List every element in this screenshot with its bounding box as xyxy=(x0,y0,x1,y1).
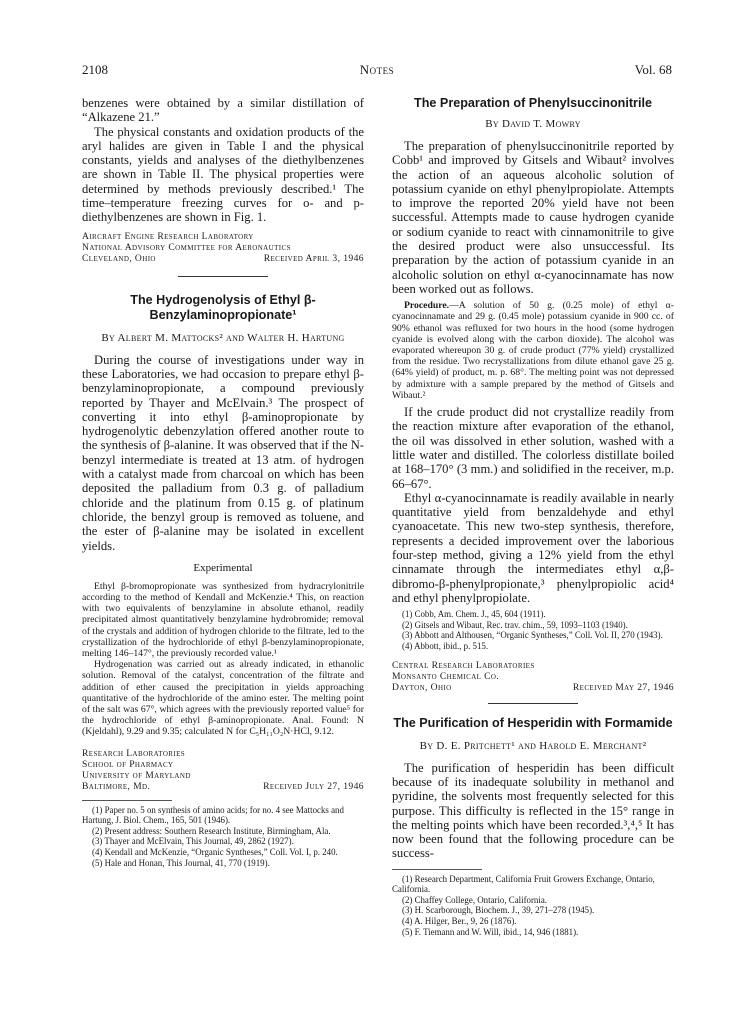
footnote: (4) A. Hilger, Ber., 9, 26 (1876). xyxy=(402,916,517,927)
affiliation-line: Monsanto Chemical Co. xyxy=(392,670,500,682)
footnote: (1) Cobb, Am. Chem. J., 45, 604 (1911). xyxy=(402,609,546,620)
footnote: (3) Thayer and McElvain, This Journal, 49, 2862 (1927). xyxy=(92,836,294,847)
footnote: (2) Gitsels and Wibaut, Rec. trav. chim., 59, 1093–1103 (1940). xyxy=(402,619,628,630)
article-paragraph: The purification of hesperidin has been difficult because of its inadequate solubility in methanol and pyridine, the solvents most frequently selected for this purpose. This difficulty is reflected in the 15° range in the melting points which have been recorded.³,⁴,⁵ It has now been found that the following procedure can be success- xyxy=(392,760,674,861)
footnotes xyxy=(82,805,364,869)
footnote: (3) H. Scarborough, Biochem. J., 39, 271–278 (1945). xyxy=(402,905,595,916)
affiliation-line: University of Maryland xyxy=(82,769,191,781)
intro-paragraph-1: benzenes were obtained by a similar distillation of “Alkazene 21.” xyxy=(82,96,364,125)
section-heading: Experimental xyxy=(193,561,253,574)
affiliation-line: School of Pharmacy xyxy=(82,758,174,770)
article-byline: By Albert M. Mattocks² and Walter H. Hartung xyxy=(101,331,345,344)
affiliation-city: Cleveland, Ohio xyxy=(82,252,156,264)
footnotes xyxy=(392,874,674,938)
affiliation-received-row xyxy=(82,781,364,792)
footnote: (1) Paper no. 5 on synthesis of amino acids; for no. 4 see Mattocks and Hartung, J. Biol. Chem., 165, 501 (1946). xyxy=(82,804,344,826)
footnotes xyxy=(392,609,674,651)
footnote: (1) Research Department, California Fruit Growers Exchange, Ontario, California. xyxy=(392,873,655,895)
footnote: (2) Chaffey College, Ontario, California. xyxy=(402,894,547,905)
experimental-paragraph: Hydrogenation was carried out as already indicated, in ethanolic solution. Removal of the catalyst, concentration of the filtrate and addition of ether caused the precipitation in yields approaching quantitative of the hydrochloride of the amino ester. The melting point of the salt was 67°, which agrees with the previously reported value⁵ for the hydrochloride of ethyl β-aminopropionate. Anal. Found: N (Kjeldahl), 9.29 and 9.35; calculated N for C₅H₁₁O₂N·HCl, 9.12. xyxy=(82,659,364,738)
affiliation-line: Aircraft Engine Research Laboratory xyxy=(82,230,254,242)
experimental-paragraph: Ethyl β-bromopropionate was synthesized from hydracrylonitrile according to the method of Kendall and McKenzie.⁴ This, on reaction with two equivalents of benzylamine in absolute ethanol, readily precipitated almost quantitatively benzylamine hydrobromide; removal of the crystals and addition of hydrogen chloride to the filtrate, led to the crystallization of the hydrochloride of ethyl β-benzylaminopropionate, melting 146–147°, the previously recorded value.¹ xyxy=(82,580,364,660)
running-head xyxy=(82,62,672,82)
left-column xyxy=(82,96,364,868)
procedure-paragraph xyxy=(392,300,674,401)
footnote: (4) Abbott, ibid., p. 515. xyxy=(402,641,489,652)
affiliation-received-row xyxy=(82,253,364,264)
article-byline: By D. E. Pritchett¹ and Harold E. Merchant² xyxy=(419,739,647,752)
footnote: (4) Kendall and McKenzie, “Organic Syntheses,” Coll. Vol. I, p. 240. xyxy=(92,847,338,858)
procedure-text: —A solution of 50 g. (0.25 mole) of ethyl α-cyanocinnamate and 29 g. (0.45 mole) potassium cyanide in 900 cc. of 90% ethanol was refluxed for two hours in the hood (some hydrogen cyanide is evolved along with the carbon dioxide). The alcohol was evaporated whereupon 30 g. of crude product (77% yield) crystallized from the residue. Two recrystallizations from dilute ethanol gave 25 g. (64% yield) of product, m. p. 68°. The melting point was not depressed by admixture with a sample prepared by the method of Gitsels and Wibaut.² xyxy=(392,300,674,401)
procedure-lead: Procedure. xyxy=(404,300,450,312)
page-number: 2108 xyxy=(82,62,108,77)
volume-label: Vol. 68 xyxy=(634,62,672,77)
section-title: Notes xyxy=(359,62,395,77)
intro-paragraph-2: The physical constants and oxidation products of the aryl halides are given in Table I and the physical constants, yields and analyses of the diethylbenzenes are shown in Table II. The physical properties were determined by methods previously described.¹ The time–temperature freezing curves for o- and p-diethylbenzenes are shown in Fig. 1. xyxy=(82,124,364,225)
article-paragraph: Ethyl α-cyanocinnamate is readily available in nearly quantitative yield from benzaldehyde and ethyl cyanoacetate. This new two-step synthesis, therefore, represents a decided improvement over the laborious four-step method, giving a 12% yield from the ethyl cinnamate through the intermediates ethyl α,β-dibromo-β-phenylpropionate,³ phenylpropiolic acid⁴ and ethyl phenylpropiolate. xyxy=(392,490,674,605)
article-paragraph: The preparation of phenylsuccinonitrile reported by Cobb¹ and improved by Gitsels and Wibaut² involves the action of an aqueous alcoholic solution of potassium cyanide on ethyl phenylpropiolate. Attempts to improve the reported 20% yield have not been successful. Attempts made to cause hydrogen cyanide or sodium cyanide to react with cinnamonitrile to give the desired product were also unsuccessful. Its preparation by the action of potassium cyanide in an alcoholic solution on ethyl α-cyanocinnamate has now been worked out as follows. xyxy=(392,139,674,296)
right-column xyxy=(392,96,674,937)
received-date: Received May 27, 1946 xyxy=(572,681,674,693)
article-paragraph: If the crude product did not crystallize readily from the reaction mixture after evaporation of the ethanol, the oil was dissolved in ether solution, washed with a little water and distilled. The colorless distillate boiled at 168–170° (3 mm.) and solidified in the receiver, m.p. 66–67°. xyxy=(392,405,674,491)
article-title: The Purification of Hesperidin with Formamide xyxy=(393,715,673,730)
article-title: The Hydrogenolysis of Ethyl β-Benzylaminopropionate¹ xyxy=(130,292,316,322)
article-title: The Preparation of Phenylsuccinonitrile xyxy=(414,96,652,110)
affiliation-line: Research Laboratories xyxy=(82,747,186,759)
received-date: Received April 3, 1946 xyxy=(263,252,364,264)
affiliation-city: Baltimore, Md. xyxy=(82,780,151,792)
article-byline: By David T. Mowry xyxy=(485,118,581,130)
footnote: (5) F. Tiemann and W. Will, ibid., 14, 946 (1881). xyxy=(402,926,579,937)
affiliation-city: Dayton, Ohio xyxy=(392,681,452,693)
affiliation-line: Central Research Laboratories xyxy=(392,659,535,671)
affiliation-line: National Advisory Committee for Aeronautics xyxy=(82,241,291,253)
article-paragraph: During the course of investigations under way in these Laboratories, we had occasion to prepare ethyl β-benzylaminopropionate, a compound previously reported by Thayer and McElvain.³ The prospect of converting it into ethyl β-aminopropionate by hydrogenolytic debenzylation offered another route to the synthesis of β-alanine. It was observed that if the N-benzyl intermediate is treated at 13 atm. of hydrogen with a catalyst made from charcoal on which has been deposited the palladium from 0.3 g. of palladium chloride and the platinum from 0.15 g. of platinum chloride, the benzyl group is removed as toluene, and the ester of β-alanine may be isolated in excellent yields. xyxy=(82,352,364,553)
footnote: (5) Hale and Honan, This Journal, 41, 770 (1919). xyxy=(92,857,270,868)
footnote: (2) Present address: Southern Research Institute, Birmingham, Ala. xyxy=(92,825,331,836)
affiliation-received-row xyxy=(392,682,674,693)
footnote: (3) Abbott and Althousen, “Organic Syntheses,” Coll. Vol. II, 270 (1943). xyxy=(402,630,663,641)
received-date: Received July 27, 1946 xyxy=(263,780,364,792)
